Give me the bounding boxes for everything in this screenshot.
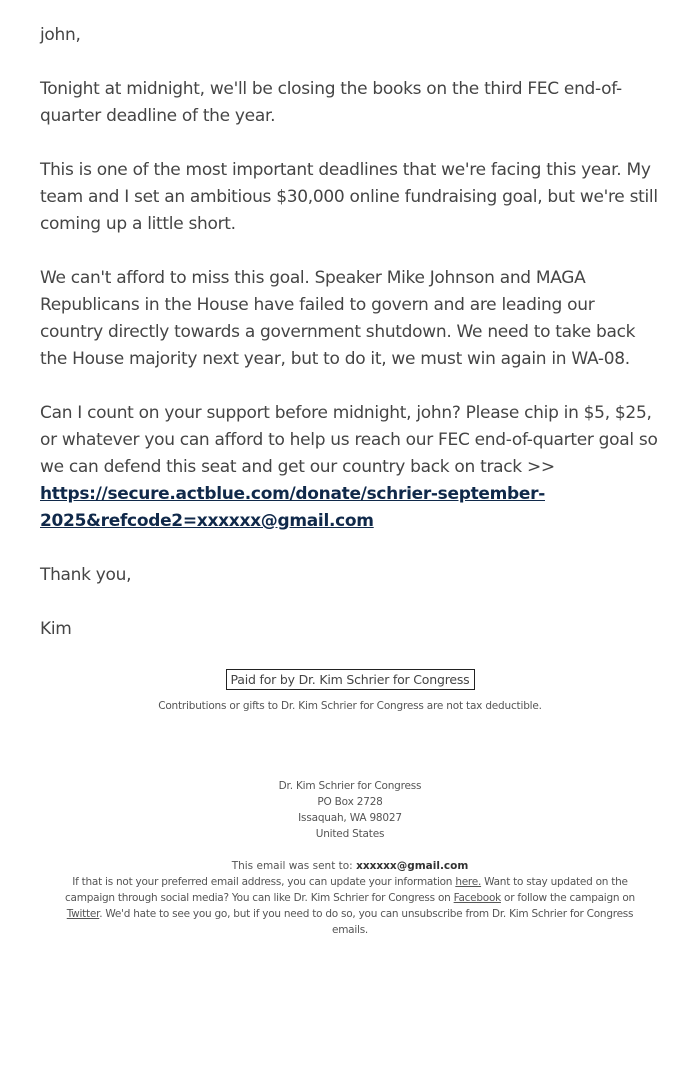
greeting: john,	[40, 25, 81, 45]
fine-print	[0, 874, 700, 938]
address-country: United States	[315, 828, 385, 840]
paid-for-disclaimer: Paid for by Dr. Kim Schrier for Congress	[226, 669, 475, 690]
paragraph-stakes: We can't afford to miss this goal. Speaker Mike Johnson and MAGA Republicans in the House have failed to govern and are leading our country directly towards a government shutdown. We need to take back the House majority next year, but to do it, we must win again in WA-08.	[40, 268, 636, 369]
fine-text: . We'd hate to see you go, but if you need to do so, you can unsubscribe from Dr. Kim Schrier for Congress emails.	[99, 908, 634, 936]
sent-to-email: xxxxxx@gmail.com	[356, 860, 469, 872]
fine-text: Want to stay updated on the campaign through social media? You can like Dr. Kim Schrier for Congress on	[65, 876, 628, 904]
closing: Thank you,	[40, 565, 132, 585]
sent-to-label: This email was sent to:	[231, 860, 357, 872]
paragraph-goal: This is one of the most important deadlines that we're facing this year. My team and I set an ambitious $30,000 online fundraising goal, but we're still coming up a little short.	[40, 160, 658, 234]
donate-link[interactable]: https://secure.actblue.com/donate/schrier-september-2025&refcode2=xxxxxx@gmail.com	[40, 484, 545, 531]
paragraph-ask	[40, 400, 660, 535]
email-footer	[0, 643, 700, 938]
tax-disclaimer: Contributions or gifts to Dr. Kim Schrier for Congress are not tax deductible.	[158, 700, 542, 712]
update-info-link[interactable]: here.	[455, 876, 482, 888]
facebook-link[interactable]: Facebook	[453, 892, 501, 904]
paragraph-deadline: Tonight at midnight, we'll be closing the books on the third FEC end-of-quarter deadline of the year.	[40, 79, 622, 126]
fine-text: or follow the campaign on	[500, 892, 635, 904]
signature: Kim	[40, 619, 72, 639]
sent-to	[0, 858, 700, 874]
ask-text: Can I count on your support before midnight, john? Please chip in $5, $25, or whatever you can afford to help us reach our FEC end-of-quarter goal so we can defend this seat and get our country back on track >>	[40, 403, 658, 477]
fine-text: If that is not your preferred email address, you can update your information	[72, 876, 456, 888]
mailing-address	[0, 778, 700, 842]
address-line1: PO Box 2728	[317, 796, 383, 808]
address-org: Dr. Kim Schrier for Congress	[278, 780, 422, 792]
address-line2: Issaquah, WA 98027	[298, 812, 402, 824]
twitter-link[interactable]: Twitter	[66, 908, 100, 920]
